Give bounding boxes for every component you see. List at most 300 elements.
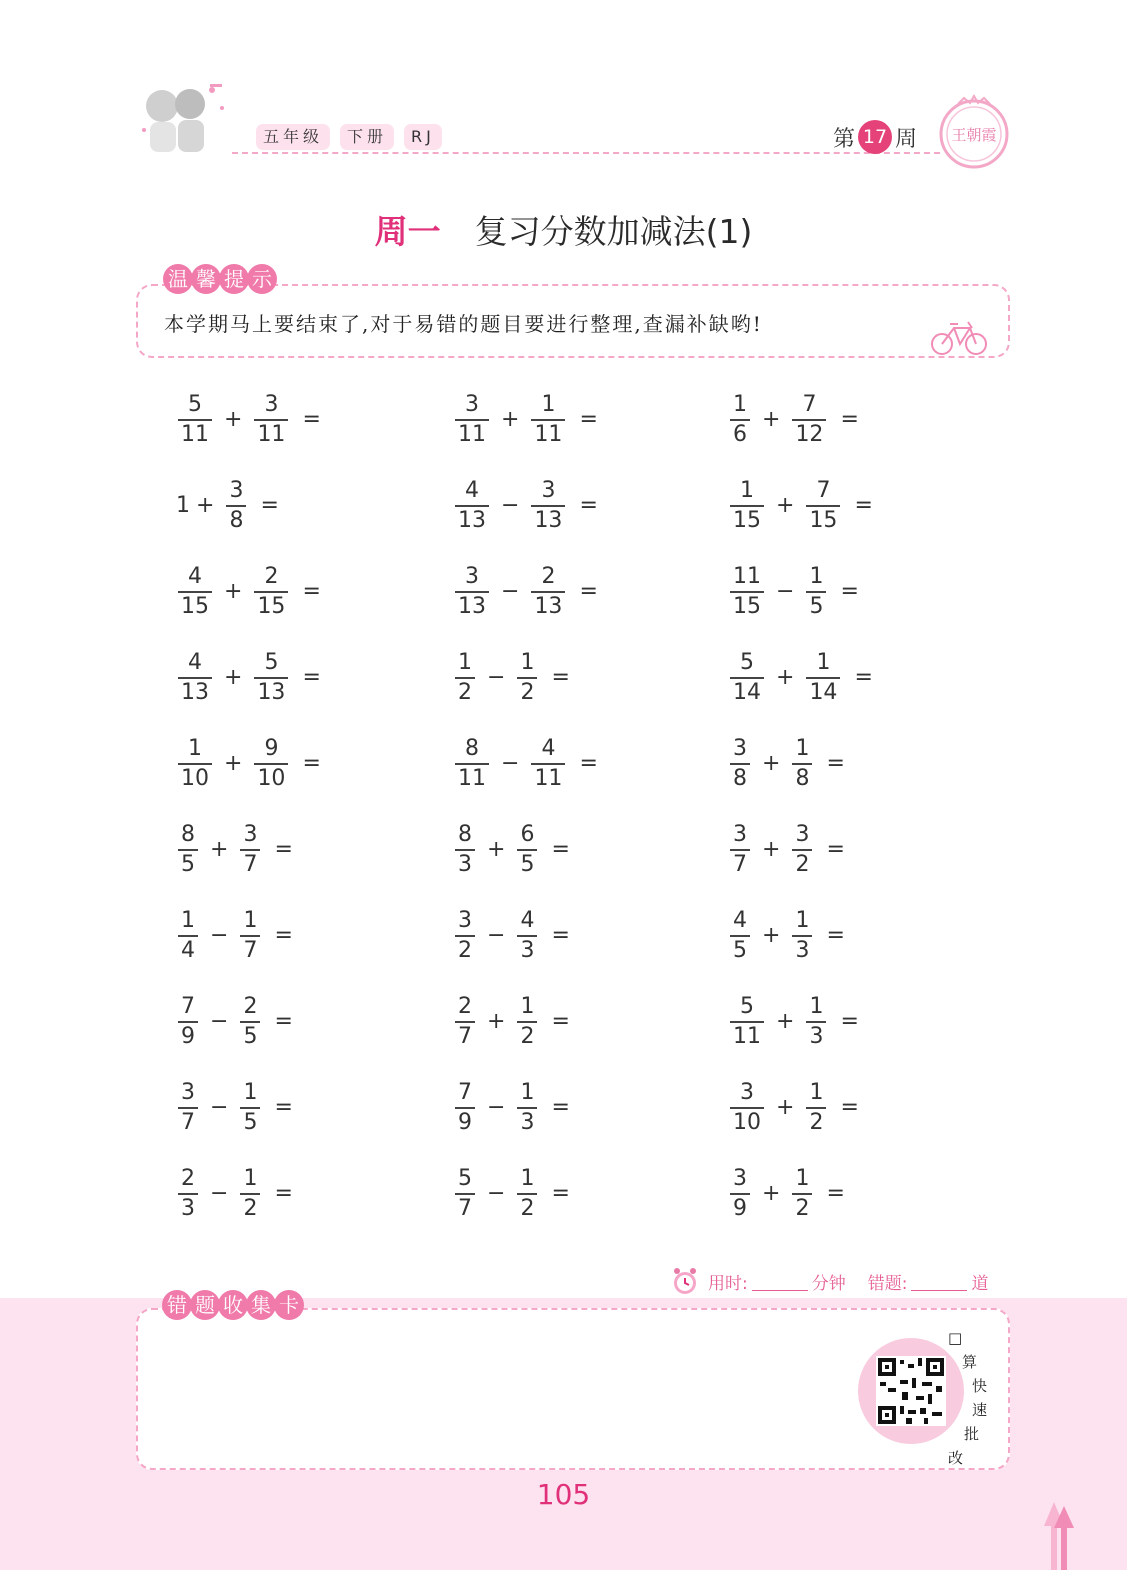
fraction [455,1166,475,1222]
fraction [240,994,260,1050]
fraction-bar [517,1021,537,1023]
numerator: 4 [188,650,202,675]
fraction [531,736,565,792]
denominator: 9 [458,1109,472,1135]
fraction-bar [531,505,565,507]
card-label-char: 集 [246,1290,276,1320]
fraction [254,650,288,706]
denominator: 5 [809,593,824,619]
denominator: 2 [520,1023,535,1049]
problem [176,478,289,534]
tip-label-char: 馨 [191,264,221,294]
fraction-bar [254,591,288,593]
denominator: 9 [181,1023,195,1049]
operator: + [224,665,243,691]
fraction-bar [531,419,565,421]
week-number: 17 [858,120,892,154]
errors-blank[interactable] [911,1272,967,1291]
day-label: 周一 [374,212,441,251]
problem [453,1080,580,1136]
numerator: 3 [733,736,747,761]
tip-label-char: 提 [219,264,249,294]
problem [176,736,331,792]
denominator: 5 [520,851,535,877]
operator: + [776,1095,795,1121]
denominator: 15 [733,507,761,533]
numerator: 4 [188,564,202,589]
equals-sign: = [551,1009,570,1035]
fraction-bar [730,1107,764,1109]
equals-sign: = [551,837,570,863]
problem [728,736,855,792]
numerator: 3 [465,392,479,417]
denominator: 2 [520,1195,535,1221]
numerator: 7 [458,1080,472,1105]
denominator: 7 [181,1109,195,1135]
fraction [517,1166,537,1222]
operator: + [224,579,243,605]
fraction [178,650,212,706]
denominator: 7 [243,937,258,963]
qr-caption-char: 算 [962,1353,978,1371]
alarm-clock-icon [672,1266,698,1296]
denominator: 6 [733,421,747,447]
denominator: 13 [534,507,563,533]
fraction [792,908,812,964]
fraction-bar [517,935,537,937]
denominator: 2 [520,679,535,705]
operator: − [210,923,229,949]
numerator: 1 [816,650,831,675]
operator: − [210,1095,229,1121]
operator: + [487,837,506,863]
timer-line [672,1266,988,1296]
fraction-bar [792,419,826,421]
denominator: 2 [809,1109,824,1135]
numerator: 7 [816,478,831,503]
fraction [178,392,212,448]
fraction-bar [240,1107,260,1109]
numerator: 3 [229,478,244,503]
numerator: 3 [181,1080,195,1105]
problem [453,478,608,534]
equals-sign: = [260,493,279,519]
numerator: 8 [465,736,479,761]
denominator: 8 [733,765,747,791]
denominator: 13 [534,593,563,619]
operator: − [487,1095,506,1121]
fraction-bar [455,849,475,851]
equals-sign: = [579,493,598,519]
numerator: 1 [795,908,810,933]
time-label: 用时: [708,1273,748,1294]
denominator: 15 [257,593,286,619]
problem [728,1166,855,1222]
denominator: 4 [181,937,195,963]
denominator: 3 [809,1023,824,1049]
denominator: 3 [181,1195,195,1221]
equals-sign: = [274,837,293,863]
fraction-bar [792,763,812,765]
fraction [517,822,537,878]
week-indicator [833,120,917,154]
equals-sign: = [274,1095,293,1121]
fraction [178,908,198,964]
fraction [730,822,750,878]
fraction-bar [455,1021,475,1023]
numerator: 3 [541,478,556,503]
denominator: 13 [181,679,209,705]
numerator: 9 [264,736,279,761]
seal-logo-icon [936,94,1012,170]
fraction-bar [806,677,840,679]
errors-label: 错题: [867,1273,908,1294]
error-card-label [162,1290,302,1320]
numerator: 8 [181,822,195,847]
problem [728,392,869,448]
fraction [806,564,826,620]
equals-sign: = [840,579,859,605]
arrow-decoration-icon [1040,1500,1076,1570]
fraction-bar [455,419,489,421]
problem [453,994,580,1050]
operator: − [776,579,795,605]
fraction-bar [240,849,260,851]
fraction-bar [806,1021,826,1023]
numerator: 1 [520,650,535,675]
fraction [792,392,826,448]
fraction [455,478,489,534]
numerator: 1 [795,736,810,761]
edition-tag: RJ [404,124,442,150]
equals-sign: = [551,923,570,949]
fraction [730,650,764,706]
equals-sign: = [274,1009,293,1035]
fraction [178,1080,198,1136]
fraction-bar [792,849,812,851]
problem [453,392,608,448]
operator: − [501,493,520,519]
fraction [178,1166,198,1222]
operator: + [762,837,781,863]
denominator: 12 [795,421,824,447]
problem [728,1080,869,1136]
numerator: 1 [809,1080,824,1105]
qr-caption [948,1326,987,1470]
fraction-bar [455,505,489,507]
fraction [240,1166,260,1222]
fraction [730,392,750,448]
denominator: 2 [243,1195,258,1221]
fraction-bar [178,849,198,851]
fraction-bar [806,1107,826,1109]
page-title [0,206,1127,253]
whole-number: 1 [176,493,190,519]
fraction [517,908,537,964]
volume-tag: 下册 [340,124,394,150]
problem [728,564,869,620]
qr-caption-char: 速 [972,1401,988,1419]
fraction-bar [806,505,840,507]
tip-label [163,264,275,294]
numerator: 11 [733,564,761,589]
fraction [806,478,840,534]
week-prefix: 第 [833,126,856,152]
fraction [806,994,826,1050]
denominator: 11 [257,421,286,447]
problem [176,650,331,706]
fraction [806,1080,826,1136]
fraction [730,1166,750,1222]
denominator: 13 [458,507,486,533]
numerator: 1 [809,994,824,1019]
numerator: 3 [465,564,479,589]
operator: − [487,1181,506,1207]
operator: − [210,1009,229,1035]
operator: + [487,1009,506,1035]
denominator: 7 [243,851,258,877]
numerator: 3 [795,822,810,847]
numerator: 1 [188,736,202,761]
problem [728,650,883,706]
fraction [455,822,475,878]
qr-caption-char: 批 [964,1425,980,1443]
denominator: 15 [809,507,838,533]
denominator: 2 [795,1195,810,1221]
denominator: 2 [458,679,472,705]
card-label-char: 错 [162,1290,192,1320]
denominator: 8 [229,507,244,533]
fraction [178,736,212,792]
problem [453,736,608,792]
numerator: 6 [520,822,535,847]
numerator: 2 [243,994,258,1019]
fraction [254,736,288,792]
fraction [730,908,750,964]
numerator: 1 [740,478,754,503]
fraction-bar [730,1021,764,1023]
fraction [455,736,489,792]
fraction-bar [240,935,260,937]
numerator: 5 [188,392,202,417]
denominator: 11 [534,765,563,791]
denominator: 8 [795,765,810,791]
numerator: 2 [541,564,556,589]
qr-code-icon[interactable] [876,1356,946,1426]
numerator: 1 [733,392,747,417]
fraction [455,994,475,1050]
problem [453,650,580,706]
numerator: 4 [465,478,479,503]
denominator: 5 [243,1109,258,1135]
fraction-bar [455,591,489,593]
time-blank[interactable] [752,1272,808,1291]
denominator: 11 [458,765,486,791]
fraction [254,564,288,620]
operator: − [501,579,520,605]
denominator: 13 [257,679,286,705]
numerator: 5 [264,650,279,675]
fraction [178,822,198,878]
fraction-bar [178,1021,198,1023]
denominator: 5 [243,1023,258,1049]
operator: + [776,1009,795,1035]
tip-label-char: 温 [163,264,193,294]
fraction-bar [730,591,764,593]
denominator: 2 [795,851,810,877]
denominator: 11 [534,421,563,447]
page-number: 105 [536,1478,591,1511]
problem [728,994,869,1050]
fraction [730,478,764,534]
fraction-bar [730,1193,750,1195]
equals-sign: = [826,923,845,949]
operator: + [501,407,520,433]
fraction-bar [254,419,288,421]
errors-unit: 道 [971,1273,989,1294]
denominator: 10 [181,765,209,791]
numerator: 1 [243,908,258,933]
problem [453,908,580,964]
fraction-bar [792,1193,812,1195]
numerator: 1 [520,994,535,1019]
fraction-bar [455,1193,475,1195]
numerator: 2 [458,994,472,1019]
fraction [806,650,840,706]
header-tags [256,124,442,150]
equals-sign: = [579,407,598,433]
equals-sign: = [826,1181,845,1207]
fraction-bar [178,419,212,421]
equals-sign: = [551,665,570,691]
problem [453,822,580,878]
problem [728,822,855,878]
fraction [792,1166,812,1222]
problem [176,908,303,964]
numerator: 5 [740,994,754,1019]
fraction-bar [226,505,246,507]
svg-text:王朝霞: 王朝霞 [951,126,997,144]
fraction [455,650,475,706]
problem [176,822,303,878]
fraction [730,564,764,620]
topic-label: 复习分数加减法(1) [474,212,753,251]
denominator: 9 [733,1195,747,1221]
equals-sign: = [579,751,598,777]
denominator: 14 [733,679,761,705]
fraction [240,1080,260,1136]
fraction [240,822,260,878]
denominator: 7 [458,1195,472,1221]
fraction [178,994,198,1050]
numerator: 7 [802,392,817,417]
numerator: 3 [243,822,258,847]
denominator: 3 [795,937,810,963]
fraction [455,908,475,964]
fraction-bar [730,935,750,937]
operator: + [196,493,215,519]
equals-sign: = [826,751,845,777]
numerator: 5 [458,1166,472,1191]
operator: + [762,923,781,949]
operator: − [487,665,506,691]
card-label-char: 收 [218,1290,248,1320]
numerator: 1 [458,650,472,675]
equals-sign: = [840,1009,859,1035]
numerator: 3 [740,1080,754,1105]
fraction [240,908,260,964]
denominator: 15 [181,593,209,619]
equals-sign: = [302,579,321,605]
fraction [730,736,750,792]
numerator: 3 [264,392,279,417]
denominator: 2 [458,937,472,963]
denominator: 3 [520,1109,535,1135]
equals-sign: = [551,1095,570,1121]
denominator: 3 [520,937,535,963]
problem [176,1080,303,1136]
fraction-bar [240,1193,260,1195]
fraction-bar [455,763,489,765]
fraction-bar [531,591,565,593]
fraction-bar [254,677,288,679]
numerator: 1 [520,1080,535,1105]
equals-sign: = [826,837,845,863]
numerator: 1 [795,1166,810,1191]
problem [728,908,855,964]
operator: + [776,493,795,519]
qr-caption-char: 改 [948,1449,964,1467]
fraction-bar [178,591,212,593]
problem [176,1166,303,1222]
denominator: 7 [733,851,747,877]
fraction [455,392,489,448]
fraction [730,994,764,1050]
problem [453,1166,580,1222]
fraction-bar [517,1193,537,1195]
fraction-bar [455,935,475,937]
fraction-bar [178,935,198,937]
fraction [455,564,489,620]
numerator: 1 [181,908,195,933]
fraction-bar [517,849,537,851]
fraction [792,736,812,792]
fraction-bar [730,849,750,851]
equals-sign: = [551,1181,570,1207]
week-suffix: 周 [895,126,918,152]
denominator: 11 [458,421,486,447]
fraction-bar [517,677,537,679]
fraction-bar [730,677,764,679]
operator: + [224,407,243,433]
denominator: 11 [733,1023,761,1049]
fraction-bar [730,419,750,421]
equals-sign: = [274,923,293,949]
tip-text: 本学期马上要结束了,对于易错的题目要进行整理,查漏补缺哟! [164,312,763,336]
numerator: 8 [458,822,472,847]
numerator: 1 [520,1166,535,1191]
grade-tag: 五年级 [256,124,330,150]
fraction-bar [730,505,764,507]
problem [176,564,331,620]
equals-sign: = [854,665,873,691]
denominator: 5 [181,851,195,877]
fraction [792,822,812,878]
operator: + [224,751,243,777]
operator: + [776,665,795,691]
fraction [254,392,288,448]
fraction [517,994,537,1050]
